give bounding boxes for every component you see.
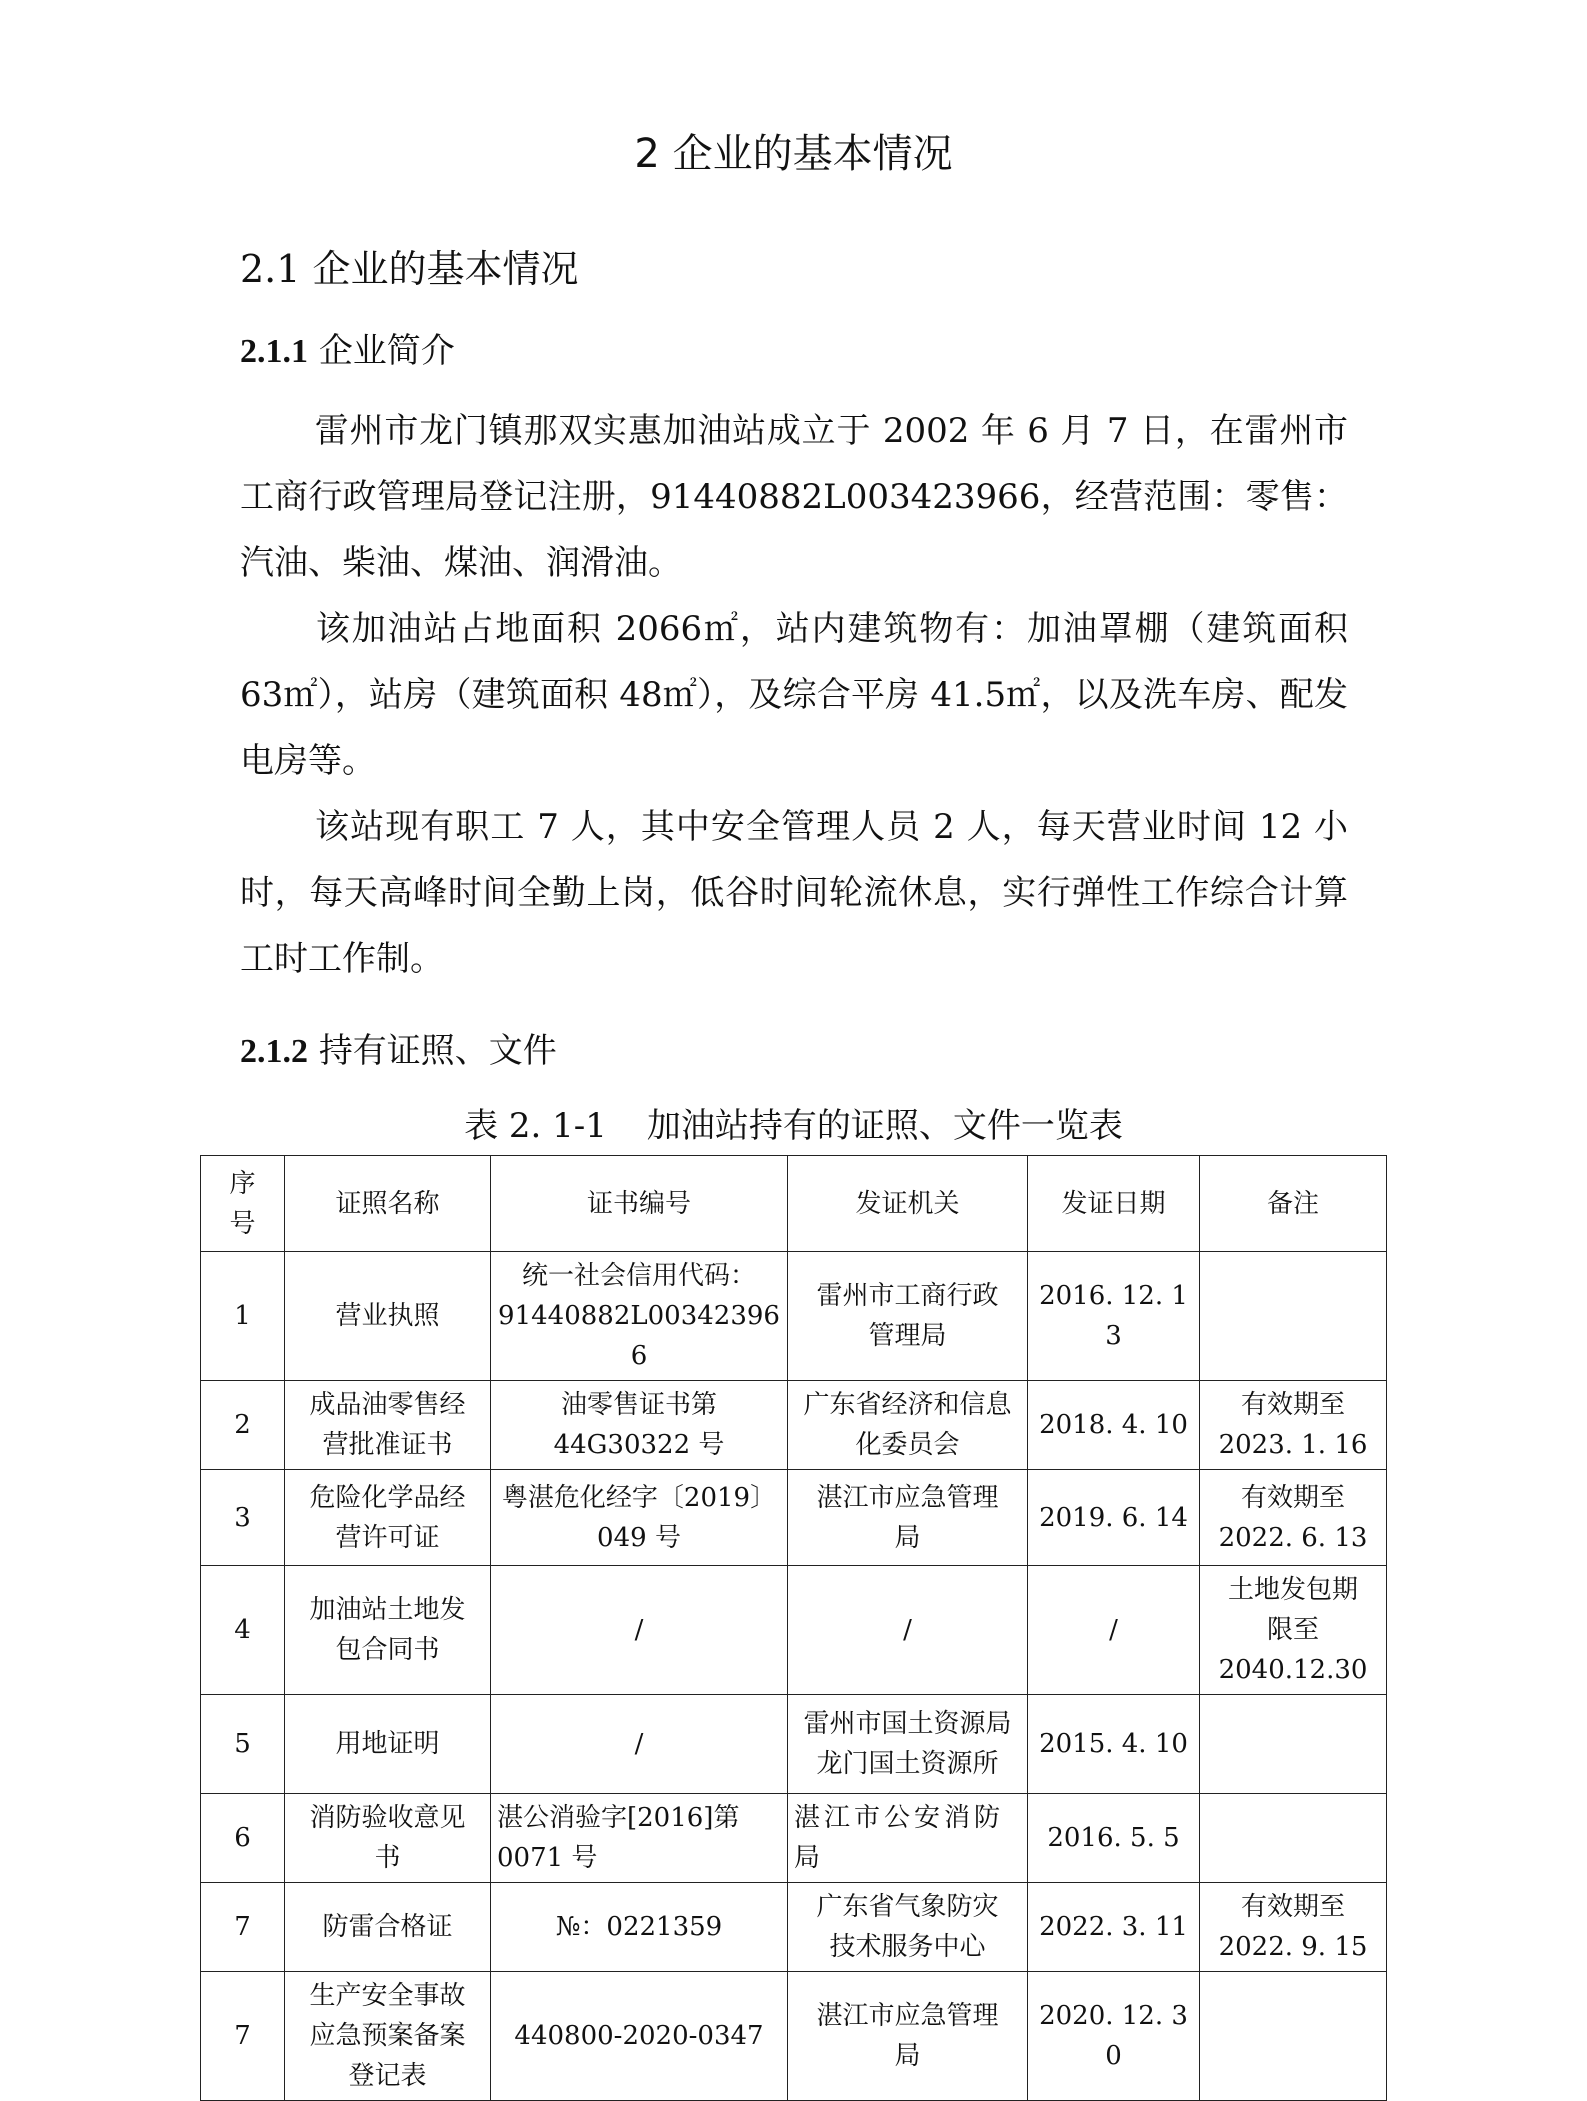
header-no: 序号: [201, 1156, 285, 1252]
table-row: [201, 1470, 1387, 1566]
cell-name: 防雷合格证: [285, 1883, 491, 1972]
cell-date: 2022. 3. 11: [1028, 1883, 1200, 1972]
cell-name: 营业执照: [285, 1252, 491, 1381]
cell-issuer: 湛江市公安消防 局: [788, 1794, 1028, 1883]
cell-remark: 土地发包期 限至 2040.12.30: [1200, 1566, 1387, 1695]
paragraph-text: 该加油站占地面积 2066㎡，站内建筑物有：加油罩棚（建筑面积 63㎡），站房（建筑面积 48㎡），及综合平房 41.5㎡，以及洗车房、配发电房等。: [240, 609, 1348, 781]
paragraph-text: 该站现有职工 7 人，其中安全管理人员 2 人，每天营业时间 12 小时，每天高峰时间全勤上岗，低谷时间轮流休息，实行弹性工作综合计算工时工作制。: [240, 807, 1348, 979]
paragraph-staff: [240, 794, 1348, 992]
cell-no: 5: [201, 1695, 285, 1794]
cell-name: 消防验收意见 书: [285, 1794, 491, 1883]
cell-code: 湛公消验字[2016]第 0071 号: [491, 1794, 788, 1883]
cell-date: 2015. 4. 10: [1028, 1695, 1200, 1794]
paragraph-intro: [240, 398, 1348, 596]
table-row: [201, 1972, 1387, 2101]
cell-issuer: 雷州市国土资源局 龙门国土资源所: [788, 1695, 1028, 1794]
subsection-title: 企业简介: [318, 331, 455, 371]
table-row: [201, 1695, 1387, 1794]
table-row: [201, 1794, 1387, 1883]
subsection-number: 2.1.1: [240, 333, 308, 370]
cell-no: 1: [201, 1252, 285, 1381]
paragraph-text: 雷州市龙门镇那双实惠加油站成立于 2002 年 6 月 7 日，在雷州市工商行政管理局登记注册，91440882L003423966，经营范围：零售：汽油、柴油、煤油、润滑油。: [240, 411, 1348, 583]
cell-date: 2018. 4. 10: [1028, 1381, 1200, 1470]
cell-no: 3: [201, 1470, 285, 1566]
cell-name: 加油站土地发 包合同书: [285, 1566, 491, 1695]
cell-no: 7: [201, 1972, 285, 2101]
cell-date: /: [1028, 1566, 1200, 1695]
cell-remark: [1200, 1695, 1387, 1794]
table-row: [201, 1381, 1387, 1470]
table-caption: [0, 1098, 1587, 1147]
cell-date: 2016. 12. 13: [1028, 1252, 1200, 1381]
table-row: [201, 1566, 1387, 1695]
table-row: [201, 1252, 1387, 1381]
cell-name: 用地证明: [285, 1695, 491, 1794]
subsection-title: 持有证照、文件: [318, 1031, 557, 1071]
table-row: [201, 1883, 1387, 1972]
cell-date: 2019. 6. 14: [1028, 1470, 1200, 1566]
header-date: 发证日期: [1028, 1156, 1200, 1252]
cell-remark: [1200, 1794, 1387, 1883]
cell-issuer: 广东省经济和信息 化委员会: [788, 1381, 1028, 1470]
cell-remark: 有效期至 2023. 1. 16: [1200, 1381, 1387, 1470]
cell-issuer: /: [788, 1566, 1028, 1695]
cell-date: 2020. 12. 30: [1028, 1972, 1200, 2101]
paragraph-area: [240, 596, 1348, 794]
cell-no: 2: [201, 1381, 285, 1470]
table-caption-title: 加油站持有的证照、文件一览表: [646, 1106, 1123, 1146]
cell-issuer: 雷州市工商行政 管理局: [788, 1252, 1028, 1381]
cell-code: 粤湛危化经字〔2019〕 049 号: [491, 1470, 788, 1566]
subsection-heading-1: [240, 323, 455, 372]
cell-remark: 有效期至 2022. 9. 15: [1200, 1883, 1387, 1972]
subsection-number: 2.1.2: [240, 1033, 308, 1070]
cell-code: /: [491, 1566, 788, 1695]
cell-remark: [1200, 1252, 1387, 1381]
cell-issuer: 湛江市应急管理 局: [788, 1972, 1028, 2101]
section-title: 2.1 企业的基本情况: [240, 247, 579, 291]
cell-issuer: 湛江市应急管理 局: [788, 1470, 1028, 1566]
cell-date: 2016. 5. 5: [1028, 1794, 1200, 1883]
certificate-table: [200, 1155, 1387, 2101]
table-header-row: [201, 1156, 1387, 1252]
cell-code: /: [491, 1695, 788, 1794]
subsection-heading-2: [240, 1023, 557, 1072]
cell-remark: [1200, 1972, 1387, 2101]
cell-no: 4: [201, 1566, 285, 1695]
cell-name: 危险化学品经 营许可证: [285, 1470, 491, 1566]
cell-no: 6: [201, 1794, 285, 1883]
cell-name: 生产安全事故 应急预案备案 登记表: [285, 1972, 491, 2101]
header-issuer: 发证机关: [788, 1156, 1028, 1252]
cell-no: 7: [201, 1883, 285, 1972]
cell-code: №：0221359: [491, 1883, 788, 1972]
header-remark: 备注: [1200, 1156, 1387, 1252]
chapter-title: 2 企业的基本情况: [634, 131, 953, 177]
cell-issuer: 广东省气象防灾 技术服务中心: [788, 1883, 1028, 1972]
cell-code: 统一社会信用代码： 91440882L003423966: [491, 1252, 788, 1381]
cell-code: 油零售证书第 44G30322 号: [491, 1381, 788, 1470]
cell-code: 440800-2020-0347: [491, 1972, 788, 2101]
header-code: 证书编号: [491, 1156, 788, 1252]
table-caption-label: 表 2. 1-1: [464, 1106, 607, 1146]
header-name: 证照名称: [285, 1156, 491, 1252]
cell-remark: 有效期至 2022. 6. 13: [1200, 1470, 1387, 1566]
cell-name: 成品油零售经 营批准证书: [285, 1381, 491, 1470]
